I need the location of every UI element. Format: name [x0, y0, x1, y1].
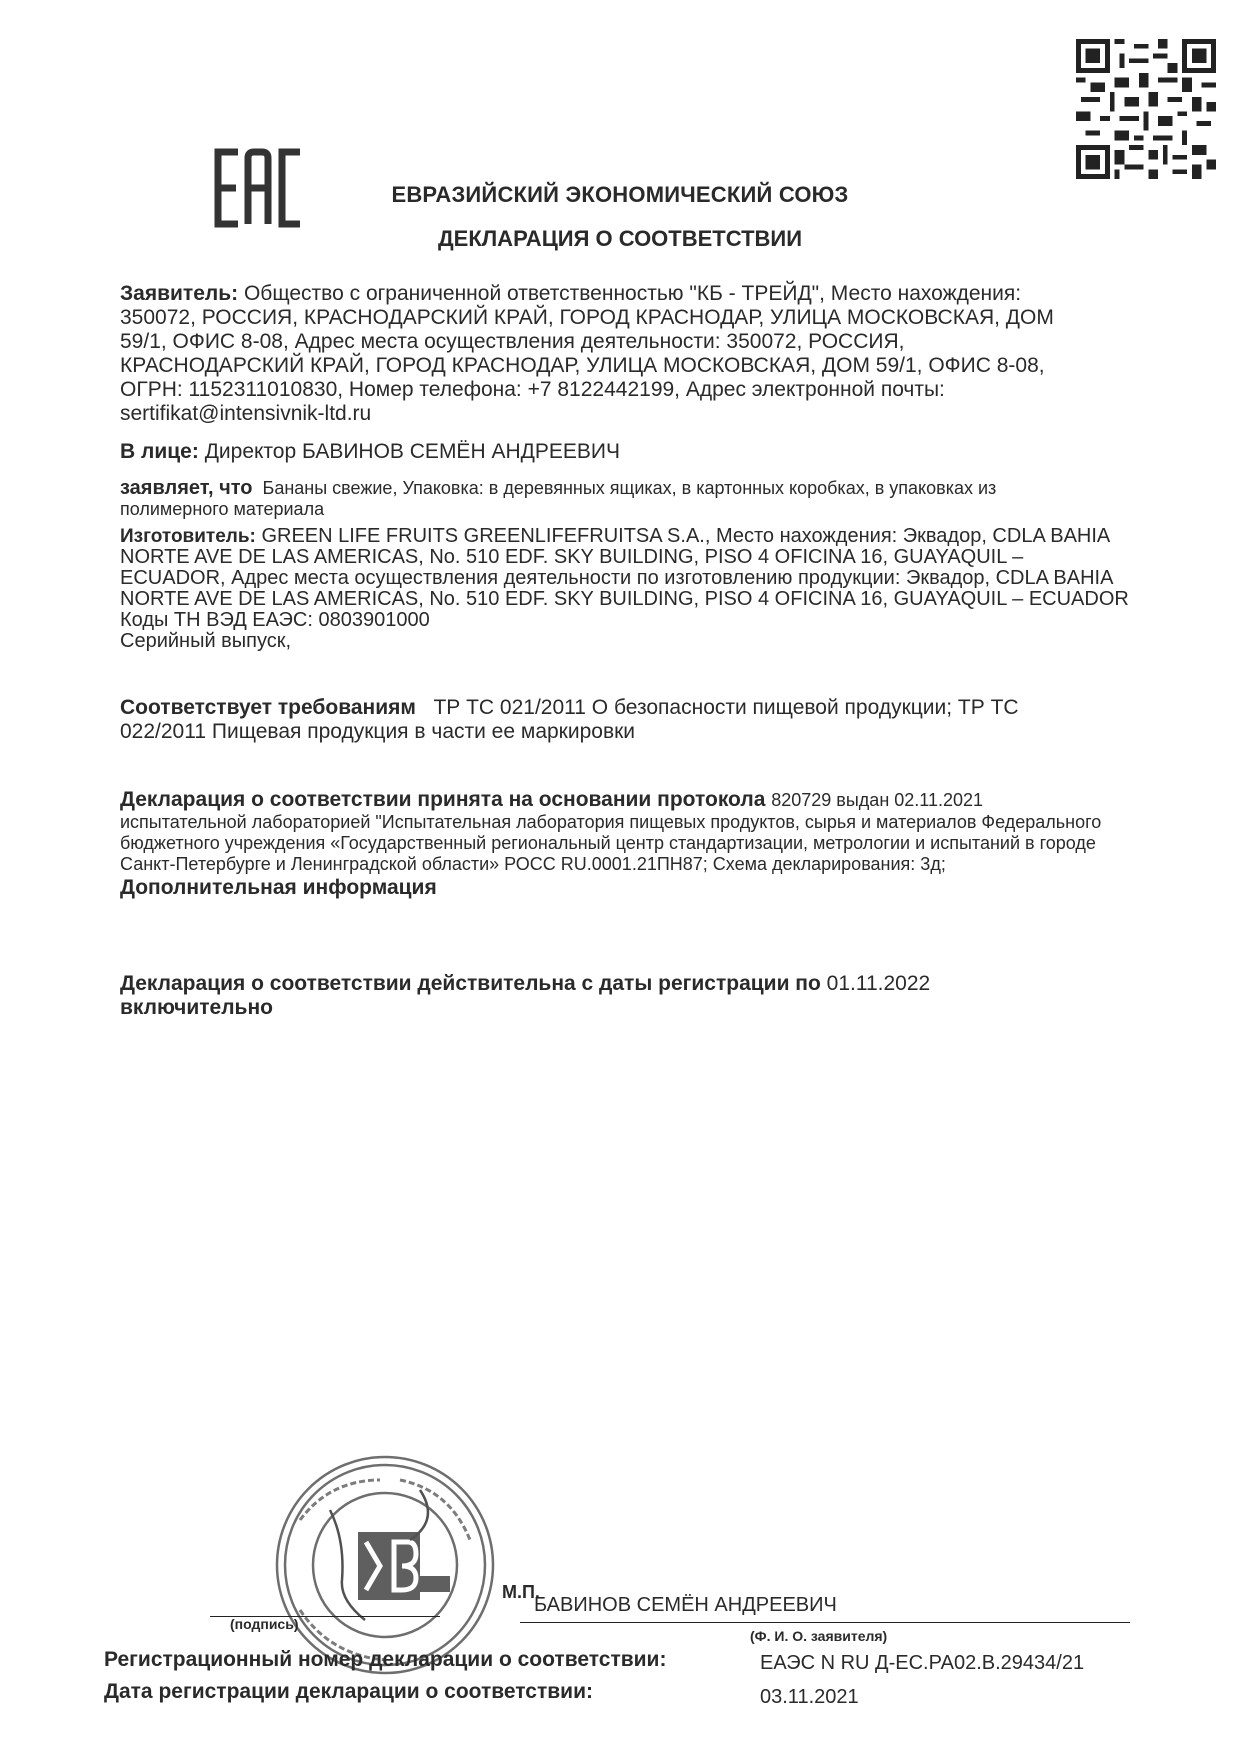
basis-line: бюджетного учреждения «Государственный региональный центр стандартизации, метрологии и испытаний в городе	[120, 833, 1096, 853]
requirements-line: 022/2011 Пищевая продукция в части ее маркировки	[120, 720, 636, 743]
name-line	[520, 1622, 1130, 1623]
registration-date-label: Дата регистрации декларации о соответствии:	[104, 1680, 593, 1703]
manufacturer-line: GREEN LIFE FRUITS GREENLIFEFRUITSA S.A., Место нахождения: Эквадор, CDLA BAHIA	[261, 525, 1111, 547]
basis-section	[120, 788, 1190, 898]
manufacturer-line: NORTE AVE DE LAS AMERICAS, No. 510 EDF. SKY BUILDING, PISO 4 OFICINA 16, GUAYAQUIL –	[120, 546, 1024, 568]
registration-number-label: Регистрационный номер декларации о соответствии:	[104, 1648, 667, 1671]
manufacturer-line: ECUADOR, Адрес места осуществления деятельности по изготовлению продукции: Эквадор, CDLA BAHIA	[120, 567, 1114, 589]
document-title: ДЕКЛАРАЦИЯ О СООТВЕТСТВИИ	[437, 226, 803, 251]
applicant-line: sertifikat@intensivnik-ltd.ru	[120, 402, 372, 425]
requirements-label: Соответствует требованиям	[120, 696, 416, 719]
manufacturer-line: NORTE AVE DE LAS AMERICAS, No. 510 EDF. SKY BUILDING, PISO 4 OFICINA 16, GUAYAQUIL – ECUADOR	[120, 588, 1129, 610]
declares-line: Бананы свежие, Упаковка: в деревянных ящиках, в картонных коробках, в упаковках из	[262, 478, 997, 498]
manufacturer-section	[120, 526, 1190, 666]
applicant-line: Общество с ограниченной ответственностью "КБ - ТРЕЙД", Место нахождения:	[243, 282, 1022, 305]
basis-line: испытательной лабораторией "Испытательная лаборатория пищевых продуктов, сырья и материалов Федерального	[120, 812, 1102, 832]
requirements-line: ТР ТС 021/2011 О безопасности пищевой продукции; ТР ТС	[433, 696, 1019, 719]
declares-line: полимерного материала	[120, 499, 325, 519]
manufacturer-label: Изготовитель:	[120, 526, 256, 547]
person-value: Директор БАВИНОВ СЕМЁН АНДРЕЕВИЧ	[204, 440, 620, 463]
qr-code-icon	[1076, 36, 1216, 182]
serial-release: Серийный выпуск,	[120, 630, 292, 652]
signatory-name: БАВИНОВ СЕМЁН АНДРЕЕВИЧ	[534, 1594, 837, 1616]
requirements-section	[120, 696, 1190, 748]
applicant-label: Заявитель:	[120, 282, 239, 305]
registration-number: ЕАЭС N RU Д-ЕС.РА02.В.29434/21	[760, 1652, 1085, 1674]
company-stamp	[270, 1450, 500, 1680]
person-label: В лице:	[120, 440, 199, 463]
applicant-line: КРАСНОДАРСКИЙ КРАЙ, ГОРОД КРАСНОДАР, УЛИЦА МОСКОВСКАЯ, ДОМ 59/1, ОФИС 8-08,	[120, 354, 1045, 377]
person-section	[120, 440, 1190, 464]
hs-code: Коды ТН ВЭД ЕАЭС: 0803901000	[120, 609, 430, 631]
basis-line: Санкт-Петербурге и Ленинградской области» РОСС RU.0001.21ПН87; Схема декларирования: 3д;	[120, 854, 946, 874]
signature-caption: (подпись)	[230, 1616, 299, 1632]
applicant-line: 350072, РОССИЯ, КРАСНОДАРСКИЙ КРАЙ, ГОРОД КРАСНОДАР, УЛИЦА МОСКОВСКАЯ, ДОМ	[120, 306, 1054, 329]
declares-label: заявляет, что	[120, 477, 253, 499]
validity-suffix: включительно	[120, 996, 273, 1019]
applicant-line: 59/1, ОФИС 8-08, Адрес места осуществления деятельности: 350072, РОССИЯ,	[120, 330, 905, 353]
basis-label: Декларация о соответствии принята на основании протокола	[120, 788, 766, 811]
union-title: ЕВРАЗИЙСКИЙ ЭКОНОМИЧЕСКИЙ СОЮЗ	[391, 182, 849, 207]
applicant-line: ОГРН: 1152311010830, Номер телефона: +7 8122442199, Адрес электронной почты:	[120, 378, 945, 401]
applicant-section	[120, 282, 1190, 432]
validity-label: Декларация о соответствии действительна с даты регистрации по	[120, 972, 821, 995]
validity-section	[120, 972, 1190, 1024]
declares-section	[120, 478, 1190, 524]
eac-logo	[212, 148, 308, 228]
signature-area	[100, 1560, 1150, 1750]
registration-date: 03.11.2021	[760, 1686, 859, 1708]
name-caption: (Ф. И. О. заявителя)	[750, 1628, 888, 1644]
validity-date: 01.11.2022	[826, 972, 931, 995]
protocol-number: 820729 выдан 02.11.2021	[771, 790, 984, 810]
additional-info-label: Дополнительная информация	[120, 876, 437, 899]
stamp-place-label: М.П.	[502, 1582, 540, 1602]
